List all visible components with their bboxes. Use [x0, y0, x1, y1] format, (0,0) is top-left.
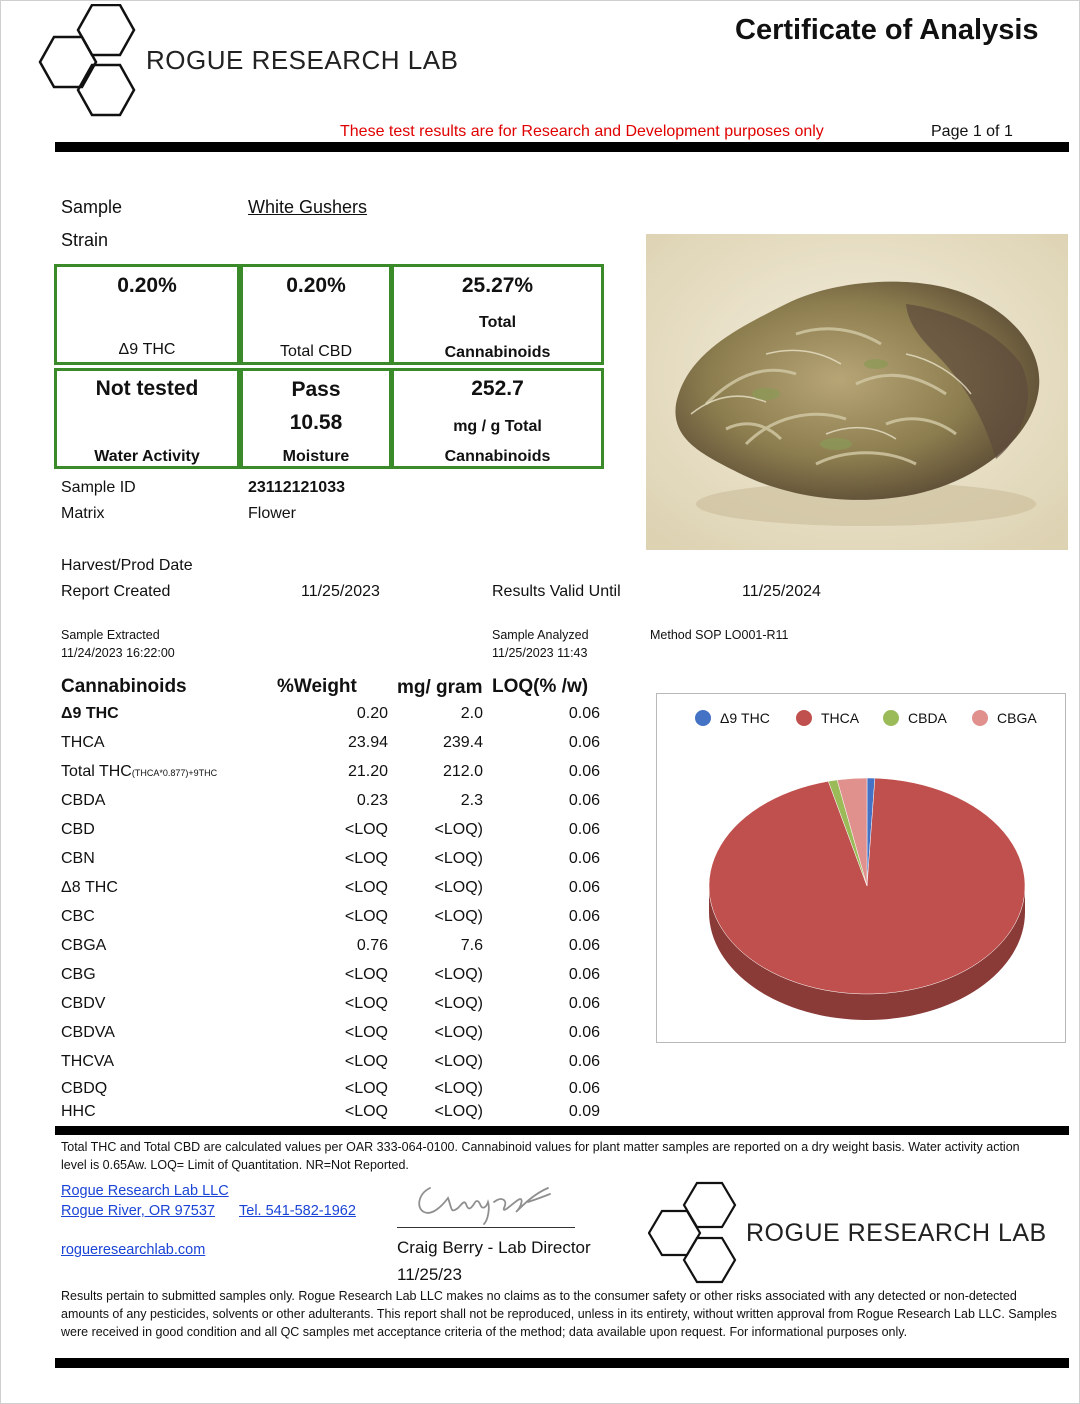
weight-value: 0.76 [356, 937, 388, 954]
cannabinoid-pie-chart [656, 693, 1066, 1043]
total-cannabinoids-box [391, 264, 604, 365]
loq-value: 0.06 [568, 763, 600, 780]
sign-date: 11/25/23 [397, 1265, 462, 1284]
valid-until-label: Results Valid Until [492, 583, 621, 600]
moisture-label: Moisture [282, 448, 350, 465]
loq-value: 0.06 [568, 995, 600, 1012]
header-divider [55, 142, 1069, 152]
total-cannabinoids-value: 25.27% [461, 274, 534, 297]
pie-svg [657, 694, 1067, 1044]
total-cannabinoids-label-1: Total [478, 314, 517, 331]
water-activity-value: Not tested [95, 377, 199, 400]
matrix-value: Flower [248, 505, 297, 522]
mg-value: 2.3 [460, 792, 483, 809]
water-activity-label: Water Activity [94, 448, 200, 465]
mg-total-label-2: Cannabinoids [444, 448, 551, 465]
moisture-box [240, 368, 392, 469]
table-header-loq: LOQ(% /w) [492, 676, 589, 697]
cannabinoid-name-text: THCA [61, 734, 105, 751]
sample-label: Sample [61, 197, 123, 217]
legend-label: THCA [821, 710, 860, 726]
total-cannabinoids-label-2: Cannabinoids [444, 344, 551, 361]
loq-value: 0.06 [568, 821, 600, 838]
report-created-value: 11/25/2023 [301, 583, 380, 600]
report-created-label: Report Created [61, 583, 171, 600]
cannabinoid-name-text: CBDVA [61, 1024, 115, 1041]
weight-value: <LOQ [344, 850, 388, 867]
footer-divider [55, 1126, 1069, 1135]
cannabinoid-name-text: CBN [61, 850, 95, 867]
mg-value: <LOQ) [434, 879, 483, 896]
cannabinoid-name [61, 908, 95, 926]
mg-value: <LOQ) [434, 1024, 483, 1041]
sample-extracted-value: 11/24/2023 16:22:00 [61, 646, 175, 660]
sample-photo [646, 234, 1068, 550]
table-row [0, 1103, 1080, 1127]
cannabinoid-name-text: HHC [61, 1103, 96, 1120]
cannabinoid-name [61, 1053, 114, 1071]
cannabinoid-name [61, 821, 95, 839]
sample-analyzed-label: Sample Analyzed [492, 628, 589, 642]
table-row [0, 1053, 1080, 1077]
loq-value: 0.06 [568, 734, 600, 751]
sample-analyzed-value: 11/25/2023 11:43 [492, 646, 588, 660]
mg-value: <LOQ) [434, 1103, 483, 1120]
loq-value: 0.06 [568, 705, 600, 722]
loq-value: 0.06 [568, 879, 600, 896]
loq-value: 0.06 [568, 1053, 600, 1070]
company-link[interactable]: Rogue Research Lab LLC [61, 1183, 229, 1199]
weight-value: <LOQ [344, 1080, 388, 1097]
legend-label: CBDA [908, 710, 947, 726]
page-number: Page 1 of 1 [931, 123, 1013, 140]
loq-value: 0.06 [568, 1080, 600, 1097]
table-header-cannabinoids: Cannabinoids [61, 676, 187, 697]
legend-label: Δ9 THC [720, 710, 770, 726]
mg-value: <LOQ) [434, 1080, 483, 1097]
website-link[interactable]: rogueresearchlab.com [61, 1242, 206, 1258]
cannabinoid-name-text: CBGA [61, 937, 107, 954]
hexagon-logo-icon [38, 4, 153, 118]
cannabinoid-name-text: Δ9 THC [61, 705, 119, 722]
page-title: Certificate of Analysis [735, 14, 1039, 46]
d9thc-summary-box [54, 264, 240, 365]
weight-value: 21.20 [347, 763, 388, 780]
mg-total-label-1: mg / g Total [453, 418, 542, 435]
cannabinoid-name [61, 995, 105, 1013]
weight-value: <LOQ [344, 879, 388, 896]
loq-value: 0.06 [568, 937, 600, 954]
cannabinoid-name [61, 1080, 107, 1098]
method-text: Method SOP LO001-R11 [650, 628, 789, 642]
cannabinoid-name [61, 1024, 115, 1042]
strain-label: Strain [61, 230, 109, 250]
loq-value: 0.09 [568, 1103, 600, 1120]
loq-value: 0.06 [568, 1024, 600, 1041]
cbd-summary-label: Total CBD [279, 343, 353, 360]
weight-value: 0.23 [356, 792, 388, 809]
legend-label: CBGA [997, 710, 1037, 726]
weight-value: 23.94 [347, 734, 388, 751]
mg-value: <LOQ) [434, 821, 483, 838]
table-row [0, 1080, 1080, 1104]
d9thc-summary-label: Δ9 THC [118, 341, 176, 358]
cannabinoid-name [61, 937, 106, 955]
cannabinoid-name [61, 879, 118, 897]
cannabinoid-name [61, 734, 105, 752]
weight-value: <LOQ [344, 908, 388, 925]
cbd-summary-box [240, 264, 392, 365]
mg-total-value: 252.7 [471, 377, 524, 400]
weight-value: 0.20 [356, 705, 388, 722]
moisture-status: Pass [291, 378, 341, 401]
weight-value: <LOQ [344, 1053, 388, 1070]
cannabinoid-name [61, 966, 96, 984]
cannabinoid-name [61, 792, 105, 810]
signature-image [408, 1178, 568, 1228]
signature-line [397, 1227, 575, 1228]
cannabinoid-name-text: CBDQ [61, 1080, 108, 1097]
cannabinoid-name-text: CBG [61, 966, 96, 983]
weight-value: <LOQ [344, 995, 388, 1012]
matrix-label: Matrix [61, 505, 105, 522]
signer-name: Craig Berry - Lab Director [397, 1238, 591, 1257]
bottom-divider [55, 1358, 1069, 1368]
disclaimer-text: These test results are for Research and Development purposes only [340, 123, 824, 140]
mg-value: 2.0 [460, 705, 483, 722]
valid-until-value: 11/25/2024 [742, 583, 821, 600]
sample-id-value: 23112121033 [248, 479, 345, 496]
total-thc-formula: (THCA*0.877)+9THC [131, 768, 218, 778]
weight-value: <LOQ [344, 1103, 388, 1120]
loq-value: 0.06 [568, 792, 600, 809]
cannabinoid-name-text: Δ8 THC [61, 879, 118, 896]
calculation-note: Total THC and Total CBD are calculated values per OAR 333-064-0100. Cannabinoid values for plant matter samples are reported on a dry weight basis. Water activity action level is 0.65Aw. LOQ= Limit of Quantitation. NR=Not Reported. [61, 1140, 1020, 1172]
cannabinoid-name-text: Total THC [61, 763, 132, 780]
cannabinoid-name-text: CBC [61, 908, 95, 925]
loq-value: 0.06 [568, 908, 600, 925]
mg-value: <LOQ) [434, 850, 483, 867]
legal-disclaimer: Results pertain to submitted samples only. Rogue Research Lab LLC makes no claims as to the consumer safety or other risks associated with any detected or non-detected amounts of any pesticides, solvents or other adulterants. This report shall not be reproduced, unless in its entirety, without written approval from Rogue Research Lab LLC. Samples were received in good condition and all QC samples met acceptance criteria of the method; data available upon request. For informational purposes only. [61, 1289, 1057, 1339]
mg-value: <LOQ) [434, 966, 483, 983]
mg-total-box [391, 368, 604, 469]
phone-link[interactable]: Tel. 541-582-1962 [239, 1203, 356, 1219]
cannabinoid-name-text: CBD [61, 821, 95, 838]
harvest-date-label: Harvest/Prod Date [61, 557, 193, 574]
mg-value: <LOQ) [434, 908, 483, 925]
weight-value: <LOQ [344, 966, 388, 983]
mg-value: 7.6 [460, 937, 483, 954]
lab-name-logo-footer: ROGUE RESEARCH LAB [746, 1219, 1047, 1247]
loq-value: 0.06 [568, 850, 600, 867]
d9thc-summary-value: 0.20% [117, 274, 177, 297]
water-activity-box [54, 368, 240, 469]
weight-value: <LOQ [344, 1024, 388, 1041]
cannabinoid-name-text: THCVA [61, 1053, 115, 1070]
cannabinoid-name [61, 850, 95, 868]
cannabinoid-name [61, 705, 119, 723]
hexagon-logo-icon-footer [648, 1181, 750, 1285]
sample-value: White Gushers [248, 197, 368, 217]
mg-value: <LOQ) [434, 995, 483, 1012]
cannabinoid-name [61, 1103, 96, 1121]
loq-value: 0.06 [568, 966, 600, 983]
cbd-summary-value: 0.20% [286, 274, 346, 297]
cannabinoid-name-text: CBDV [61, 995, 106, 1012]
mg-value: 212.0 [442, 763, 483, 780]
address-link[interactable]: Rogue River, OR 97537 [61, 1203, 215, 1219]
sample-id-label: Sample ID [61, 479, 136, 496]
cannabinoid-name-text: CBDA [61, 792, 106, 809]
mg-value: 239.4 [442, 734, 483, 751]
moisture-value: 10.58 [289, 411, 343, 434]
table-header-mg: mg/ gram [397, 677, 483, 698]
mg-value: <LOQ) [434, 1053, 483, 1070]
table-header-weight: %Weight [277, 676, 357, 697]
sample-extracted-label: Sample Extracted [61, 628, 160, 642]
weight-value: <LOQ [344, 821, 388, 838]
cannabinoid-name [61, 763, 217, 781]
lab-name-logo: ROGUE RESEARCH LAB [146, 45, 459, 75]
